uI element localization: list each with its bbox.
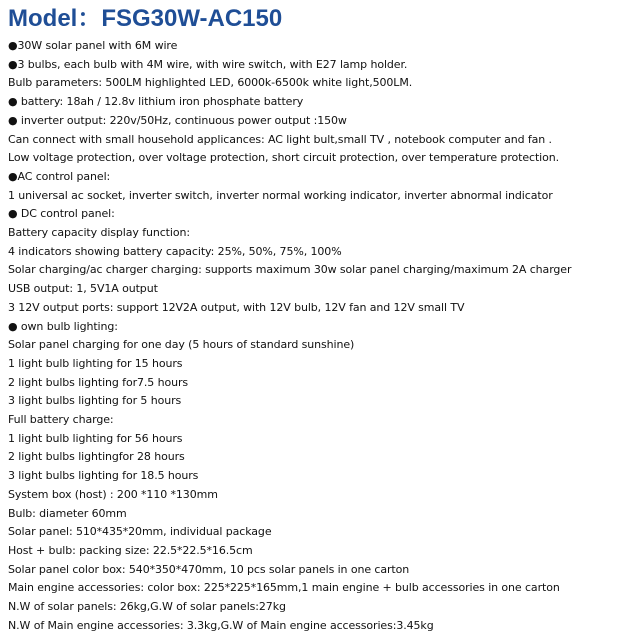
spec-document <box>8 0 628 636</box>
spec-line: ● own bulb lighting: <box>8 319 118 333</box>
spec-line: Battery capacity display function: <box>8 226 190 240</box>
spec-line: Solar panel charging for one day (5 hours of standard sunshine) <box>8 338 355 352</box>
spec-line: Main engine accessories: color box: 225*225*165mm,1 main engine + bulb accessories in one carton <box>8 581 560 595</box>
spec-line: Can connect with small household applicances: AC light bult,small TV , notebook computer and fan . <box>8 132 552 146</box>
spec-line: Host + bulb: packing size: 22.5*22.5*16.5cm <box>8 543 253 557</box>
spec-line: 3 light bulbs lighting for 18.5 hours <box>8 469 199 483</box>
spec-line: 1 light bulb lighting for 56 hours <box>8 431 183 445</box>
spec-line: N.W of solar panels: 26kg,G.W of solar panels:27kg <box>8 600 286 614</box>
spec-line: 2 light bulbs lighting for7.5 hours <box>8 375 189 389</box>
spec-line: 1 light bulb lighting for 15 hours <box>8 356 183 370</box>
spec-line: Full battery charge: <box>8 413 114 427</box>
spec-line: ●3 bulbs, each bulb with 4M wire, with wire switch, with E27 lamp holder. <box>8 57 408 71</box>
spec-line: Solar panel color box: 540*350*470mm, 10 pcs solar panels in one carton <box>8 562 410 576</box>
model-title: Model：FSG30W-AC150 <box>8 5 283 32</box>
spec-line: 4 indicators showing battery capacity: 25%, 50%, 75%, 100% <box>8 244 342 258</box>
spec-line: USB output: 1, 5V1A output <box>8 282 158 296</box>
spec-list <box>8 37 628 636</box>
spec-line: ●AC control panel: <box>8 169 111 183</box>
spec-line: 3 12V output ports: support 12V2A output, with 12V bulb, 12V fan and 12V small TV <box>8 300 465 314</box>
spec-line: 2 light bulbs lightingfor 28 hours <box>8 450 185 464</box>
spec-line: N.W of Main engine accessories: 3.3kg,G.W of Main engine accessories:3.45kg <box>8 618 434 632</box>
spec-line: ● DC control panel: <box>8 207 115 221</box>
spec-line: 1 universal ac socket, inverter switch, inverter normal working indicator, inverter abnormal indicator <box>8 188 553 202</box>
spec-line: Solar charging/ac charger charging: supports maximum 30w solar panel charging/maximum 2A charger <box>8 263 572 277</box>
spec-line: Bulb parameters: 500LM highlighted LED, 6000k-6500k white light,500LM. <box>8 76 413 90</box>
spec-line: Low voltage protection, over voltage protection, short circuit protection, over temperature protection. <box>8 151 560 165</box>
spec-line: ● inverter output: 220v/50Hz, continuous power output :150w <box>8 113 347 127</box>
spec-line: ●30W solar panel with 6M wire <box>8 39 178 52</box>
spec-line: Bulb: diameter 60mm <box>8 506 127 520</box>
spec-line: 3 light bulbs lighting for 5 hours <box>8 394 182 408</box>
spec-line: Solar panel: 510*435*20mm, individual package <box>8 525 272 539</box>
spec-line: System box (host) : 200 *110 *130mm <box>8 487 218 501</box>
spec-line: ● battery: 18ah / 12.8v lithium iron phosphate battery <box>8 95 304 109</box>
